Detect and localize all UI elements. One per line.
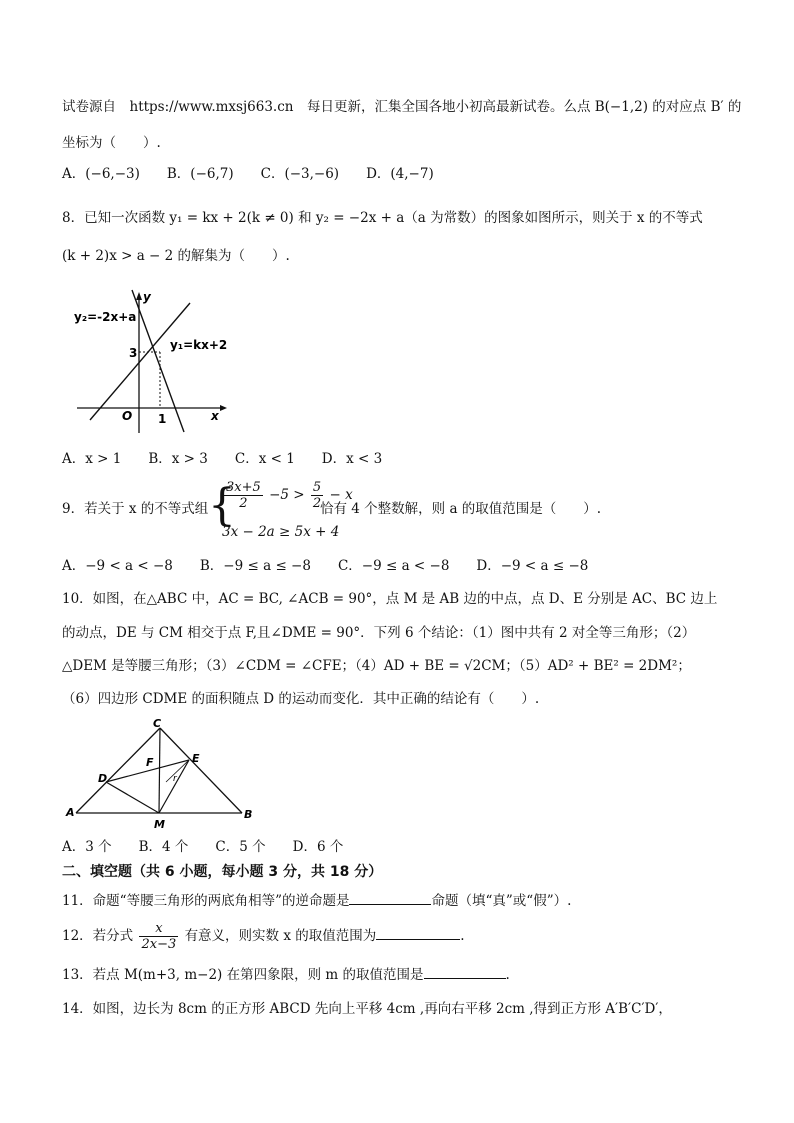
q11: 11．命题“等腰三角形的两底角相等”的逆命题是 命题（填“真”或“假”）. [62, 890, 571, 910]
q9-row-1: $\frac{3x+5}{2}$ −5 > $\frac{5}{2}$ − x [226, 480, 353, 511]
label-F: F [146, 756, 154, 769]
q11-blank[interactable] [349, 890, 431, 905]
q10-triangle-figure [62, 716, 262, 831]
line-1: 试卷源自 https://www.mxsj663.cn 每日更新，汇集全国各地小初高最新试卷。么点 B(−1,2) 的对应点 B′ 的 [62, 99, 742, 115]
y-axis-label: y [143, 290, 151, 304]
q14: 14．如图，边长为 8cm 的正方形 ABCD 先向上平移 4cm ,再向右平移 2cm ,得到正方形 A′B′C′D′， [62, 1001, 672, 1017]
tick-1-label: 1 [158, 412, 167, 426]
q10-stem-4: （6）四边形 CDME 的面积随点 D 的运动而变化．其中正确的结论有（ ）. [62, 691, 540, 707]
q9-options: A．−9 < a < −8 B．−9 ≤ a ≤ −8 C．−9 ≤ a < −8 D．−9 < a ≤ −8 [62, 558, 589, 574]
q10-options: A．3 个 B．4 个 C．5 个 D．6 个 [62, 839, 344, 855]
q10-stem-1: 10．如图，在△ABC 中，AC = BC, ∠ACB = 90°，点 M 是 AB 边的中点，点 D、E 分别是 AC、BC 边上 [62, 591, 718, 607]
q13: 13．若点 M(m+3, m−2) 在第四象限，则 m 的取值范围是 . [62, 964, 510, 984]
q9-suffix: 恰有 4 个整数解，则 a 的取值范围是（ ）. [320, 501, 602, 517]
label-D: D [98, 772, 108, 785]
section-title: 二、填空题（共 6 小题，每小题 3 分，共 18 分） [62, 864, 383, 880]
q9-frac-1: $\frac{3x+5}{2}$ [226, 480, 261, 511]
y1-label: y₁=kx+2 [170, 338, 228, 352]
x-axis-arrow [220, 405, 227, 411]
label-A: A [66, 806, 75, 819]
q9-prefix: 9．若关于 x 的不等式组 [62, 501, 209, 517]
q7-options: A．(−6,−3) B．(−6,7) C．(−3,−6) D．(4,−7) [62, 166, 434, 182]
segment-CM [159, 728, 160, 813]
q8-stem: 8．已知一次函数 y₁ = kx + 2(k ≠ 0) 和 y₂ = −2x + a（a 为常数）的图象如图所示，则关于 x 的不等式 [62, 210, 703, 226]
q8-stem-2: (k + 2)x > a − 2 的解集为（ ）. [62, 248, 290, 264]
q13-blank[interactable] [424, 964, 506, 979]
system-brace: { [208, 480, 236, 531]
q8-graph [72, 285, 232, 435]
q12-blank[interactable] [376, 925, 460, 940]
origin-label: O [122, 409, 133, 423]
label-B: B [244, 808, 253, 821]
label-M: M [154, 818, 165, 831]
side-CB [160, 728, 242, 813]
q9-frac-2: $\frac{5}{2}$ [312, 480, 322, 511]
q10-stem-3: △DEM 是等腰三角形；（3）∠CDM = ∠CFE；（4）AD + BE = √2CM；（5）AD² + BE² = 2DM²； [62, 658, 691, 674]
q10-stem-2: 的动点，DE 与 CM 相交于点 F,且∠DME = 90°．下列 6 个结论：（1）图中共有 2 对全等三角形；（2） [62, 625, 696, 641]
x-axis-label: x [211, 409, 219, 423]
y-axis-arrow [136, 292, 142, 300]
q8-options: A．x > 1 B．x > 3 C．x < 1 D．x < 3 [62, 451, 383, 467]
q9-row-2: 3x − 2a ≥ 5x + 4 [222, 524, 340, 540]
q12: 12．若分式 $\frac{x}{2x-3}$ 有意义，则实数 x 的取值范围为 . [62, 921, 465, 952]
label-C: C [153, 717, 162, 730]
segment-DM [106, 782, 159, 813]
y2-label: y₂=-2x+a [74, 310, 137, 324]
label-E: E [192, 752, 200, 765]
label-r: r [173, 774, 177, 784]
tick-3-label: 3 [129, 346, 138, 360]
q12-fraction: $\frac{x}{2x-3}$ [141, 921, 177, 952]
line-2: 坐标为（ ）. [62, 135, 161, 151]
segment-EM [159, 760, 189, 813]
